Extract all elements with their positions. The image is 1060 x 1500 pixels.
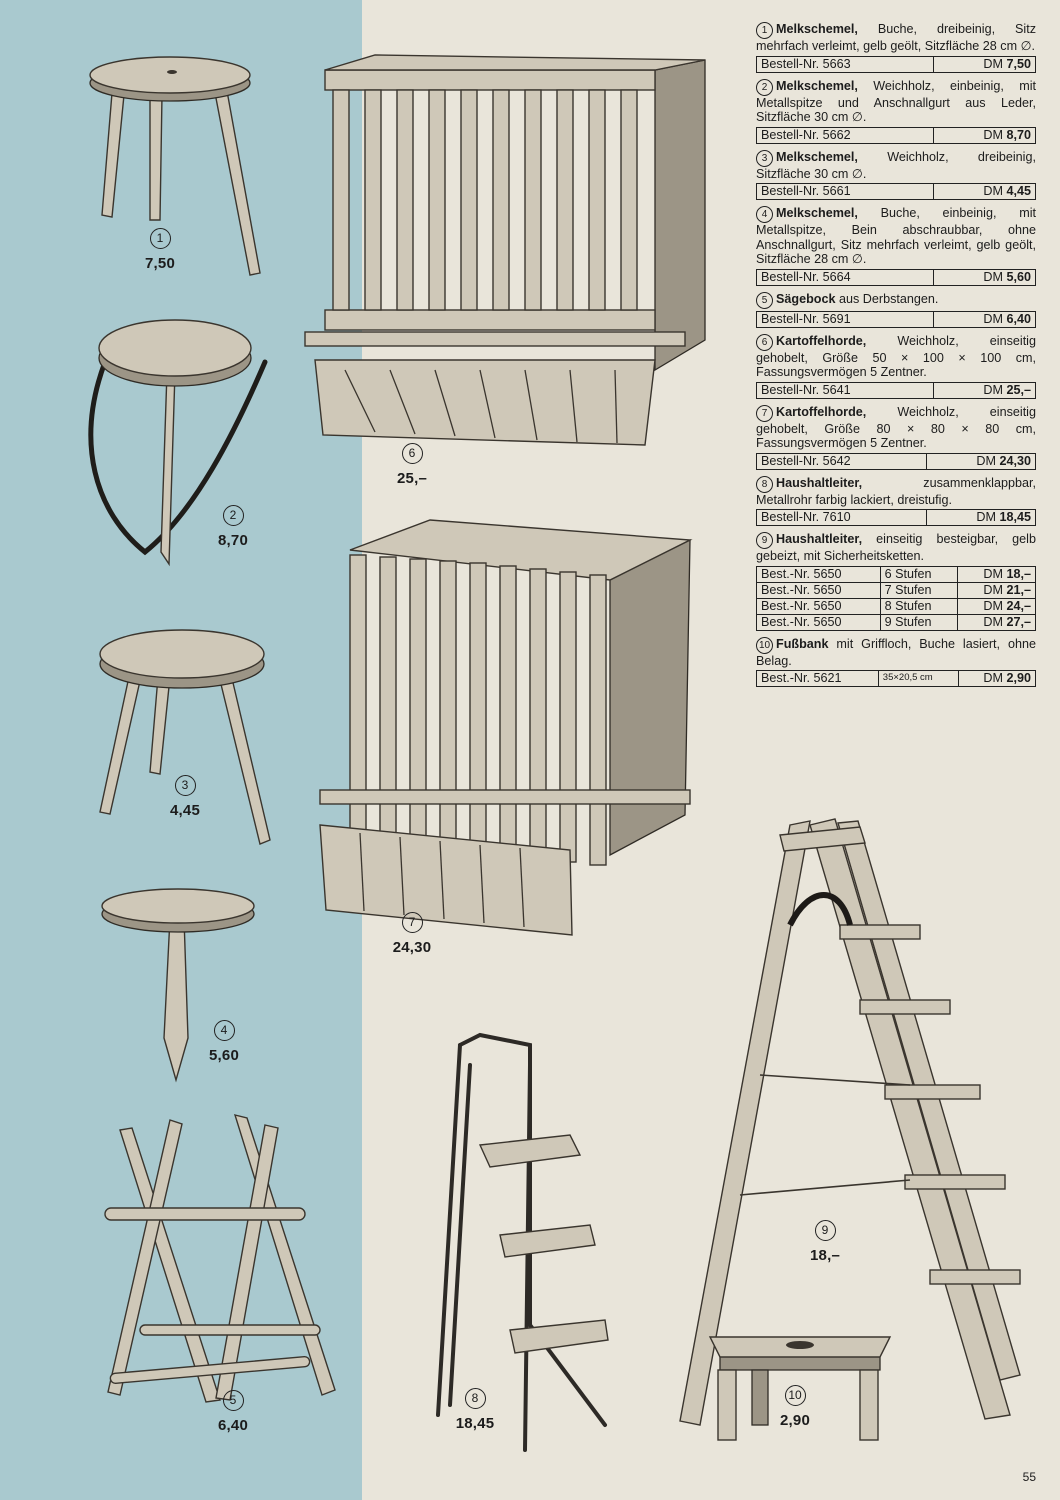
- order-price-cell: [957, 582, 1035, 598]
- entry-5-number: 5: [756, 292, 773, 309]
- entry-5-name: Sägebock: [776, 291, 836, 306]
- order-row: [757, 614, 1036, 630]
- order-row: [757, 184, 1036, 200]
- order-price: 18,–: [1006, 566, 1031, 581]
- catalog-entry-5: [756, 292, 1036, 328]
- order-number: Bestell-Nr. 5664: [757, 269, 934, 285]
- figure-9-price: 18,–: [810, 1247, 840, 1264]
- order-number: Best.-Nr. 5650: [757, 566, 881, 582]
- entry-1-text: Buche, dreibeinig, Sitz mehrfach verleimt, gelb geölt, Sitzfläche 28 cm ∅.: [756, 22, 1036, 53]
- entry-3-text: Weichholz, dreibeinig, Sitzfläche 30 cm ∅.: [756, 149, 1036, 181]
- order-price-cell: [957, 598, 1035, 614]
- order-number: Best.-Nr. 5650: [757, 614, 881, 630]
- entry-6-order-table: [756, 382, 1036, 399]
- order-price-cell: [926, 510, 1035, 526]
- entry-1-order-table: [756, 56, 1036, 73]
- currency: DM: [983, 311, 1003, 326]
- entry-7-text: Weichholz, einseitig gehobelt, Größe 80 × 80 × 80 cm, Fassungsvermögen 5 Zentner.: [756, 404, 1036, 450]
- currency: DM: [983, 184, 1003, 199]
- currency: DM: [983, 127, 1003, 142]
- sawhorse-illustration: [100, 1110, 340, 1410]
- order-size: 8 Stufen: [880, 598, 957, 614]
- catalog-entry-9: [756, 532, 1036, 631]
- entry-10-number: 10: [756, 637, 773, 654]
- figure-1-number: 1: [150, 228, 171, 249]
- figure-7-price: 24,30: [392, 939, 432, 956]
- figure-4-number: 4: [214, 1020, 235, 1041]
- order-size: 7 Stufen: [880, 582, 957, 598]
- order-row: [757, 311, 1036, 327]
- order-number: Bestell-Nr. 7610: [757, 510, 927, 526]
- catalog-entry-2: [756, 79, 1036, 144]
- order-price: 4,45: [1006, 184, 1031, 199]
- entry-6-number: 6: [756, 334, 773, 351]
- currency: DM: [983, 582, 1003, 597]
- order-row: [757, 510, 1036, 526]
- order-number: Bestell-Nr. 5691: [757, 311, 934, 327]
- order-price: 21,–: [1006, 582, 1031, 597]
- figure-9-label: [795, 1220, 855, 1264]
- entry-9-text: einseitig besteigbar, gelb gebeizt, mit Sicherheitsketten.: [756, 532, 1036, 563]
- order-size: 6 Stufen: [880, 566, 957, 582]
- order-price: 5,60: [1006, 269, 1031, 284]
- figure-10-number: 10: [785, 1385, 806, 1406]
- currency: DM: [983, 269, 1003, 284]
- entry-4-text: Buche, einbeinig, mit Metallspitze, Bein abschraubbar, ohne Anschnallgurt, Sitz mehrfach verleimt, gelb geölt, Sitzfläche 28 cm ∅.: [756, 206, 1036, 266]
- figure-6-price: 25,–: [397, 470, 427, 487]
- entry-3-order-table: [756, 183, 1036, 200]
- order-row: [757, 671, 1036, 687]
- figure-4-label: [194, 1020, 254, 1064]
- entry-10-order-table: [756, 670, 1036, 687]
- entry-4-number: 4: [756, 206, 773, 223]
- order-row: [757, 382, 1036, 398]
- potato-crate-6-illustration: [305, 40, 725, 470]
- entry-4-order-table: [756, 269, 1036, 286]
- order-row: [757, 127, 1036, 143]
- figure-10-label: [765, 1385, 825, 1429]
- entry-8-name: Haushaltleiter,: [776, 475, 863, 490]
- currency: DM: [983, 614, 1003, 629]
- order-number: Bestell-Nr. 5641: [757, 382, 934, 398]
- entry-10-name: Fußbank: [776, 636, 829, 651]
- currency: DM: [983, 56, 1003, 71]
- figure-1-label: [130, 228, 190, 272]
- figure-10-price: 2,90: [780, 1412, 810, 1429]
- order-price: 25,–: [1006, 382, 1031, 397]
- order-price-cell: [926, 453, 1035, 469]
- potato-crate-7-illustration: [320, 515, 710, 935]
- currency: DM: [983, 382, 1003, 397]
- entry-8-text: zusammenklappbar, Metallrohr farbig lackiert, dreistufig.: [756, 475, 1036, 507]
- currency: DM: [976, 510, 996, 525]
- entry-5-text: aus Derbstangen.: [835, 291, 939, 306]
- entry-5-order-table: [756, 311, 1036, 328]
- entry-8-number: 8: [756, 476, 773, 493]
- order-size: 35×20,5 cm: [878, 671, 958, 687]
- entry-8-order-table: [756, 509, 1036, 526]
- figure-5-price: 6,40: [218, 1417, 248, 1434]
- entry-10-text: mit Griffloch, Buche lasiert, ohne Belag.: [756, 636, 1036, 668]
- order-price-cell: [934, 184, 1036, 200]
- entry-7-name: Kartoffelhorde,: [776, 404, 867, 419]
- entry-9-order-table: [756, 566, 1036, 631]
- figure-potato-crate-6: [305, 40, 725, 470]
- entry-2-name: Melkschemel,: [776, 78, 858, 93]
- order-number: Best.-Nr. 5650: [757, 598, 881, 614]
- figure-8-price: 18,45: [455, 1415, 495, 1432]
- catalog-entry-4: [756, 206, 1036, 286]
- figure-2-label: [203, 505, 263, 549]
- order-price: 8,70: [1006, 127, 1031, 142]
- order-size: 9 Stufen: [880, 614, 957, 630]
- currency: DM: [983, 598, 1003, 613]
- order-number: Bestell-Nr. 5661: [757, 184, 934, 200]
- figure-9-number: 9: [815, 1220, 836, 1241]
- catalog-entry-3: [756, 150, 1036, 201]
- page-number: 55: [1022, 1470, 1036, 1484]
- entry-7-order-table: [756, 453, 1036, 470]
- entry-4-name: Melkschemel,: [776, 206, 858, 220]
- order-price: 24,–: [1006, 598, 1031, 613]
- order-price-cell: [934, 269, 1036, 285]
- catalog-entry-8: [756, 476, 1036, 527]
- order-price: 18,45: [999, 510, 1031, 525]
- figure-sawhorse: [100, 1110, 340, 1410]
- entry-1-name: Melkschemel,: [776, 22, 858, 36]
- order-number: Bestell-Nr. 5662: [757, 127, 934, 143]
- figure-4-price: 5,60: [209, 1047, 239, 1064]
- order-number: Best.-Nr. 5650: [757, 582, 881, 598]
- entry-6-text: Weichholz, einseitig gehobelt, Größe 50 × 100 × 100 cm, Fassungsvermögen 5 Zentner.: [756, 333, 1036, 379]
- order-price-cell: [934, 127, 1036, 143]
- figure-7-number: 7: [402, 912, 423, 933]
- order-price-cell: [958, 671, 1035, 687]
- entry-1-number: 1: [756, 22, 773, 39]
- order-row: [757, 453, 1036, 469]
- catalog-entry-10: [756, 637, 1036, 688]
- entry-2-text: Weichholz, einbeinig, mit Metallspitze und Anschnallgurt aus Leder, Sitzfläche 30 cm ∅.: [756, 78, 1036, 124]
- order-row: [757, 598, 1036, 614]
- order-price: 7,50: [1006, 56, 1031, 71]
- entry-9-name: Haushaltleiter,: [776, 532, 863, 546]
- entry-6-name: Kartoffelhorde,: [776, 333, 867, 348]
- entry-2-order-table: [756, 127, 1036, 144]
- figure-8-label: [445, 1388, 505, 1432]
- entry-9-number: 9: [756, 532, 773, 549]
- currency: DM: [976, 453, 996, 468]
- entry-7-number: 7: [756, 405, 773, 422]
- order-row: [757, 582, 1036, 598]
- catalog-entry-1: [756, 22, 1036, 73]
- currency: DM: [983, 671, 1003, 686]
- figure-3-label: [155, 775, 215, 819]
- order-row: [757, 566, 1036, 582]
- order-price-cell: [934, 382, 1036, 398]
- figure-5-label: [203, 1390, 263, 1434]
- catalog-entry-6: [756, 334, 1036, 399]
- figure-6-label: [382, 443, 442, 487]
- order-price: 27,–: [1006, 614, 1031, 629]
- order-row: [757, 269, 1036, 285]
- order-number: Bestell-Nr. 5642: [757, 453, 927, 469]
- currency: DM: [983, 566, 1003, 581]
- figure-2-number: 2: [223, 505, 244, 526]
- entry-2-number: 2: [756, 79, 773, 96]
- figure-3-number: 3: [175, 775, 196, 796]
- entry-3-number: 3: [756, 150, 773, 167]
- order-price-cell: [957, 614, 1035, 630]
- figure-8-number: 8: [465, 1388, 486, 1409]
- order-price-cell: [957, 566, 1035, 582]
- order-price: 2,90: [1006, 671, 1031, 686]
- order-number: Bestell-Nr. 5663: [757, 56, 934, 72]
- order-number: Best.-Nr. 5621: [757, 671, 879, 687]
- figure-3-price: 4,45: [170, 802, 200, 819]
- figure-7-label: [382, 912, 442, 956]
- catalog-listing: [756, 22, 1036, 693]
- order-row: [757, 56, 1036, 72]
- figure-5-number: 5: [223, 1390, 244, 1411]
- order-price-cell: [934, 56, 1036, 72]
- figure-1-price: 7,50: [145, 255, 175, 272]
- catalog-entry-7: [756, 405, 1036, 470]
- entry-3-name: Melkschemel,: [776, 149, 858, 164]
- order-price-cell: [934, 311, 1036, 327]
- figure-6-number: 6: [402, 443, 423, 464]
- figure-2-price: 8,70: [218, 532, 248, 549]
- figure-potato-crate-7: [320, 515, 710, 935]
- order-price: 6,40: [1006, 311, 1031, 326]
- order-price: 24,30: [999, 453, 1031, 468]
